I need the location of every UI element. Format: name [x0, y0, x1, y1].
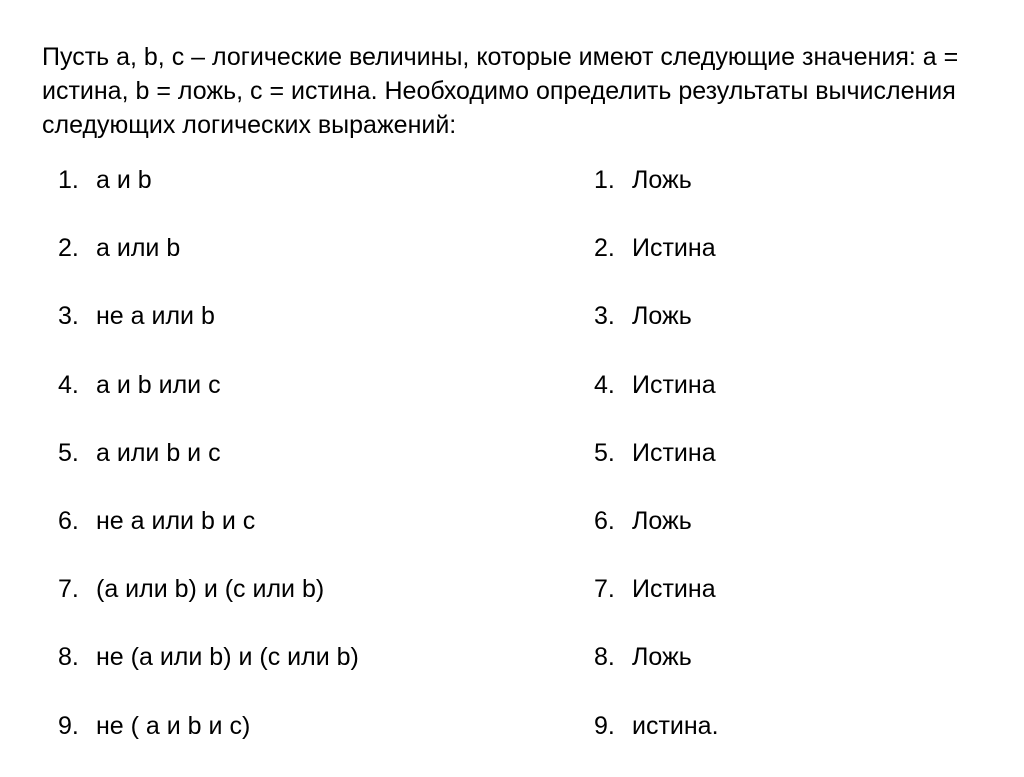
answer-item — [594, 368, 994, 436]
answer-number: 1. — [594, 166, 615, 194]
expression-number: 8. — [58, 643, 79, 672]
answer-item — [594, 231, 994, 299]
expression-text: a и b или c — [96, 370, 221, 399]
expression-item — [58, 640, 538, 708]
answer-text: Ложь — [632, 166, 692, 194]
expression-list — [58, 163, 538, 777]
expression-number: 5. — [58, 438, 79, 467]
expression-item — [58, 299, 538, 367]
answer-number: 2. — [594, 234, 615, 263]
answer-item — [594, 572, 994, 640]
expression-item — [58, 368, 538, 436]
answer-list — [594, 163, 994, 777]
answer-number: 7. — [594, 575, 615, 604]
answer-text: Истина — [632, 370, 716, 399]
answer-item — [594, 299, 994, 367]
answer-number: 8. — [594, 643, 615, 672]
expression-item — [58, 709, 538, 777]
expression-text: не a или b и c — [96, 506, 256, 535]
answer-number: 5. — [594, 438, 615, 467]
expression-number: 7. — [58, 575, 79, 604]
expression-number: 6. — [58, 506, 79, 535]
expression-item — [58, 231, 538, 299]
expression-number: 4. — [58, 370, 79, 399]
answer-text: Ложь — [632, 506, 692, 535]
answer-item — [594, 709, 994, 777]
expression-text: a или b — [96, 234, 181, 263]
answer-number: 9. — [594, 711, 615, 740]
expression-text: не ( a и b и c) — [96, 711, 251, 740]
expression-text: (a или b) и (c или b) — [96, 575, 325, 604]
expression-item — [58, 504, 538, 572]
answer-item — [594, 436, 994, 504]
expression-text: не (a или b) и (c или b) — [96, 643, 359, 672]
answer-text: Истина — [632, 234, 716, 263]
expression-number: 1. — [58, 166, 79, 194]
expression-item — [58, 572, 538, 640]
answer-text: Истина — [632, 575, 716, 604]
answer-number: 3. — [594, 302, 615, 331]
expression-item — [58, 436, 538, 504]
expression-text: не a или b — [96, 302, 215, 331]
expression-number: 9. — [58, 711, 79, 740]
intro-text: Пусть a, b, c – логические величины, которые имеют следующие значения: a = истина, b = ложь, c = истина. Необходимо определить результаты вычисления следующих логических выражений: — [42, 43, 959, 139]
expression-text: a и b — [96, 166, 152, 194]
answer-item — [594, 504, 994, 572]
answer-text: Ложь — [632, 643, 692, 672]
answer-text: Истина — [632, 438, 716, 467]
answer-number: 4. — [594, 370, 615, 399]
answer-item — [594, 163, 994, 231]
expression-item — [58, 163, 538, 231]
expression-text: a или b и c — [96, 438, 221, 467]
answer-item — [594, 640, 994, 708]
expression-number: 2. — [58, 234, 79, 263]
answer-text: истина. — [632, 711, 719, 740]
answer-text: Ложь — [632, 302, 692, 331]
answer-number: 6. — [594, 506, 615, 535]
expression-number: 3. — [58, 302, 79, 331]
